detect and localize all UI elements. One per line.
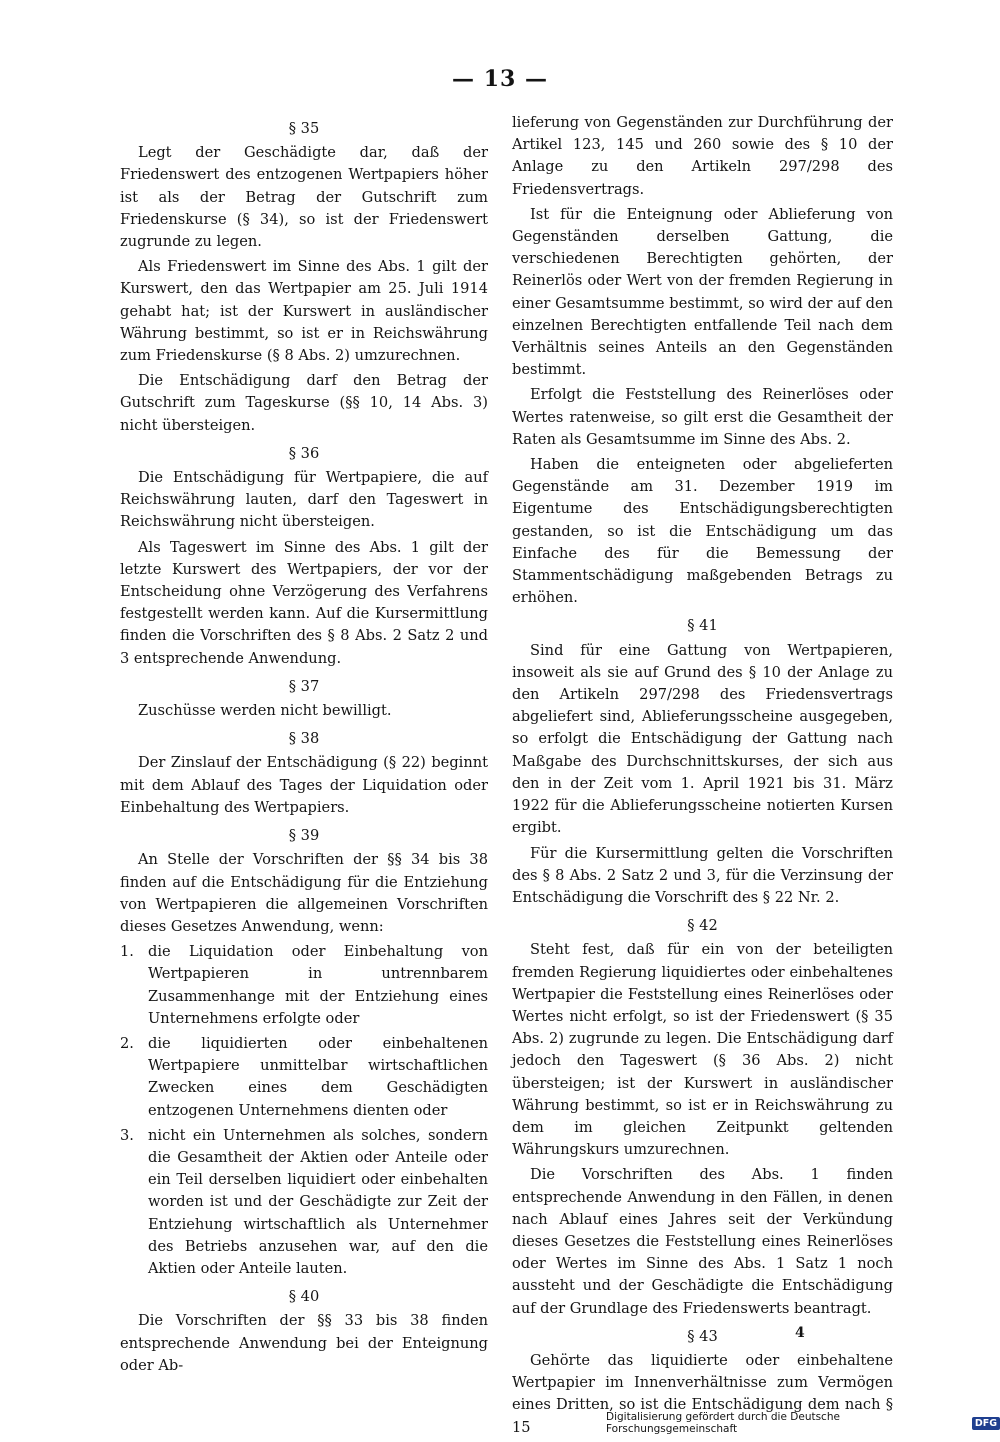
paragraph: lieferung von Gegenständen zur Durchführung der Artikel 123, 145 und 260 sowie des § 10 der Anlage zu den Artikeln 297/298 des Friedensvertrags. [512, 114, 893, 198]
paragraph: Zuschüsse werden nicht bewilligt. [138, 702, 392, 720]
section-heading: § 37 [288, 677, 320, 695]
paragraph: Die Vorschriften der §§ 33 bis 38 finden entsprechende Anwendung bei der Enteignung oder Ab- [120, 1312, 488, 1374]
paragraph: Erfolgt die Feststellung des Reinerlöses oder Wertes ratenweise, so gilt erst die Gesamtheit der Raten als Gesamtsumme im Sinne des Abs. 2. [512, 386, 893, 448]
list-item-text: nicht ein Unternehmen als solches, sondern die Gesamtheit der Aktien oder Anteile oder ein Teil derselben liquidiert oder einbehalten worden ist und der Geschädigte zur Zeit der Entziehung wirtschaftlich als Unternehmer des Betriebs anzusehen war, auf den die Aktien oder Anteile lauten. [148, 1126, 488, 1277]
paragraph: Als Tageswert im Sinne des Abs. 1 gilt der letzte Kurswert des Wertpapiers, der vor der Entscheidung ohne Verzögerung des Verfahrens festgestellt werden kann. Auf die Kursermittlung finden die Vorschriften des § 8 Abs. 2 Satz 2 und 3 entsprechende Anwendung. [120, 538, 488, 667]
paragraph: Der Zinslauf der Entschädigung (§ 22) beginnt mit dem Ablauf des Tages der Liquidation oder Einbehaltung des Wertpapiers. [120, 754, 488, 816]
section-heading: § 35 [288, 120, 320, 137]
paragraph: Sind für eine Gattung von Wertpapieren, insoweit als sie auf Grund des § 10 der Anlage zu den Artikeln 297/298 des Friedensvertrags abgeliefert sind, Ablieferungsscheine ausgegeben, so erfolgt die Entschädigung der Gattung nach Maßgabe des Durchschnittskurses, der sich aus den in der Zeit vom 1. April 1921 bis 31. März 1922 für die Ablieferungsscheine notierten Kursen ergibt. [512, 641, 893, 837]
dfg-logo-icon: DFG [972, 1417, 1000, 1430]
paragraph: Steht fest, daß für ein von der beteiligten fremden Regierung liquidiertes oder einbehaltenes Wertpapier die Feststellung eines Reinerlöses oder Wertes nicht erfolgt, so ist der Friedenswert (§ 35 Abs. 2) zugrunde zu legen. Die Entschädigung darf jedoch den Tageswert (§ 36 Abs. 2) nicht übersteigen; ist der Kurswert in ausländischer Währung bestimmt, so ist er in Reichswährung zu dem im gleichen Zeitpunkt geltenden Währungskurs umzurechnen. [512, 941, 893, 1159]
paragraph: Die Entschädigung darf den Betrag der Gutschrift zum Tageskurse (§§ 10, 14 Abs. 3) nicht übersteigen. [120, 372, 488, 434]
section-heading: § 38 [288, 730, 320, 748]
list-item [120, 1033, 488, 1122]
list-item [120, 1125, 488, 1280]
footer-credit: Digitalisierung gefördert durch die Deutsche Forschungsgemeinschaft [606, 1411, 840, 1435]
paragraph: Für die Kursermittlung gelten die Vorschriften des § 8 Abs. 2 Satz 2 und 3, für die Verzinsung der Entschädigung die Vorschrift des § 22 Nr. 2. [512, 844, 893, 906]
paragraph: Gehörte das liquidierte oder einbehaltene Wertpapier im Innenverhältnisse zum Vermögen eines Dritten, so ist die Entschädigung dem nach § 15 [512, 1351, 893, 1436]
list-item-number: 1. [120, 943, 134, 961]
right-column [512, 112, 893, 1442]
section-heading: § 36 [288, 444, 320, 462]
list-item-text: die Liquidation oder Einbehaltung von Wertpapieren in untrennbarem Zusammenhange mit der Entziehung eines Unternehmens erfolgte oder [148, 943, 488, 1027]
signature-mark: 4 [795, 1325, 805, 1341]
paragraph: Die Entschädigung für Wertpapiere, die auf Reichswährung lauten, darf den Tageswert in Reichswährung nicht übersteigen. [120, 469, 488, 531]
paragraph: Legt der Geschädigte dar, daß der Friedenswert des entzogenen Wertpapiers höher ist als der Betrag der Gutschrift zum Friedenskurse (§ 34), so ist der Friedenswert zugrunde zu legen. [120, 144, 488, 251]
page-number: — 13 — [452, 66, 548, 92]
paragraph: Haben die enteigneten oder abgelieferten Gegenstände am 31. Dezember 1919 im Eigentume des Entschädigungsberechtigten gestanden, so ist die Entschädigung um das Einfache des für die Bemessung der Stammentschädigung maßgebenden Betrags zu erhöhen. [512, 456, 893, 607]
paragraph: Ist für die Enteignung oder Ablieferung von Gegenständen derselben Gattung, die verschiedenen Berechtigten gehörten, der Reinerlös oder Wert von der fremden Regierung in einer Gesamtsumme bestimmt, so wird der auf den einzelnen Berechtigten entfallende Teil nach dem Verhältnis seines Anteils an den Gegenständen bestimmt. [512, 205, 893, 379]
list-item [120, 941, 488, 1030]
paragraph: An Stelle der Vorschriften der §§ 34 bis 38 finden auf die Entschädigung für die Entziehung von Wertpapieren die allgemeinen Vorschriften dieses Gesetzes Anwendung, wenn: [120, 851, 488, 935]
paragraph: Als Friedenswert im Sinne des Abs. 1 gilt der Kurswert, den das Wertpapier am 25. Juli 1914 gehabt hat; ist der Kurswert in ausländischer Währung bestimmt, so ist er in Reichswährung zum Friedenskurse (§ 8 Abs. 2) umzurechnen. [120, 258, 488, 365]
list-item-text: die liquidierten oder einbehaltenen Wertpapiere unmittelbar wirtschaftlichen Zwecken eines dem Geschädigten entzogenen Unternehmens dienten oder [148, 1034, 488, 1119]
paragraph: Die Vorschriften des Abs. 1 finden entsprechende Anwendung in den Fällen, in denen nach Ablauf eines Jahres seit der Verkündung dieses Gesetzes die Feststellung eines Reinerlöses oder Wertes im Sinne des Abs. 1 Satz 1 noch aussteht und der Geschädigte die Entschädigung auf der Grundlage des Friedenswerts beantragt. [512, 1166, 893, 1317]
section-heading: § 43 [687, 1327, 718, 1345]
section-heading: § 40 [288, 1288, 320, 1306]
section-heading: § 41 [687, 617, 718, 635]
list-item-number: 3. [120, 1126, 134, 1144]
section-heading: § 42 [687, 917, 718, 935]
section-heading: § 39 [288, 827, 320, 845]
list-item-number: 2. [120, 1034, 134, 1052]
left-column [120, 112, 488, 1380]
footer [606, 1411, 1000, 1435]
